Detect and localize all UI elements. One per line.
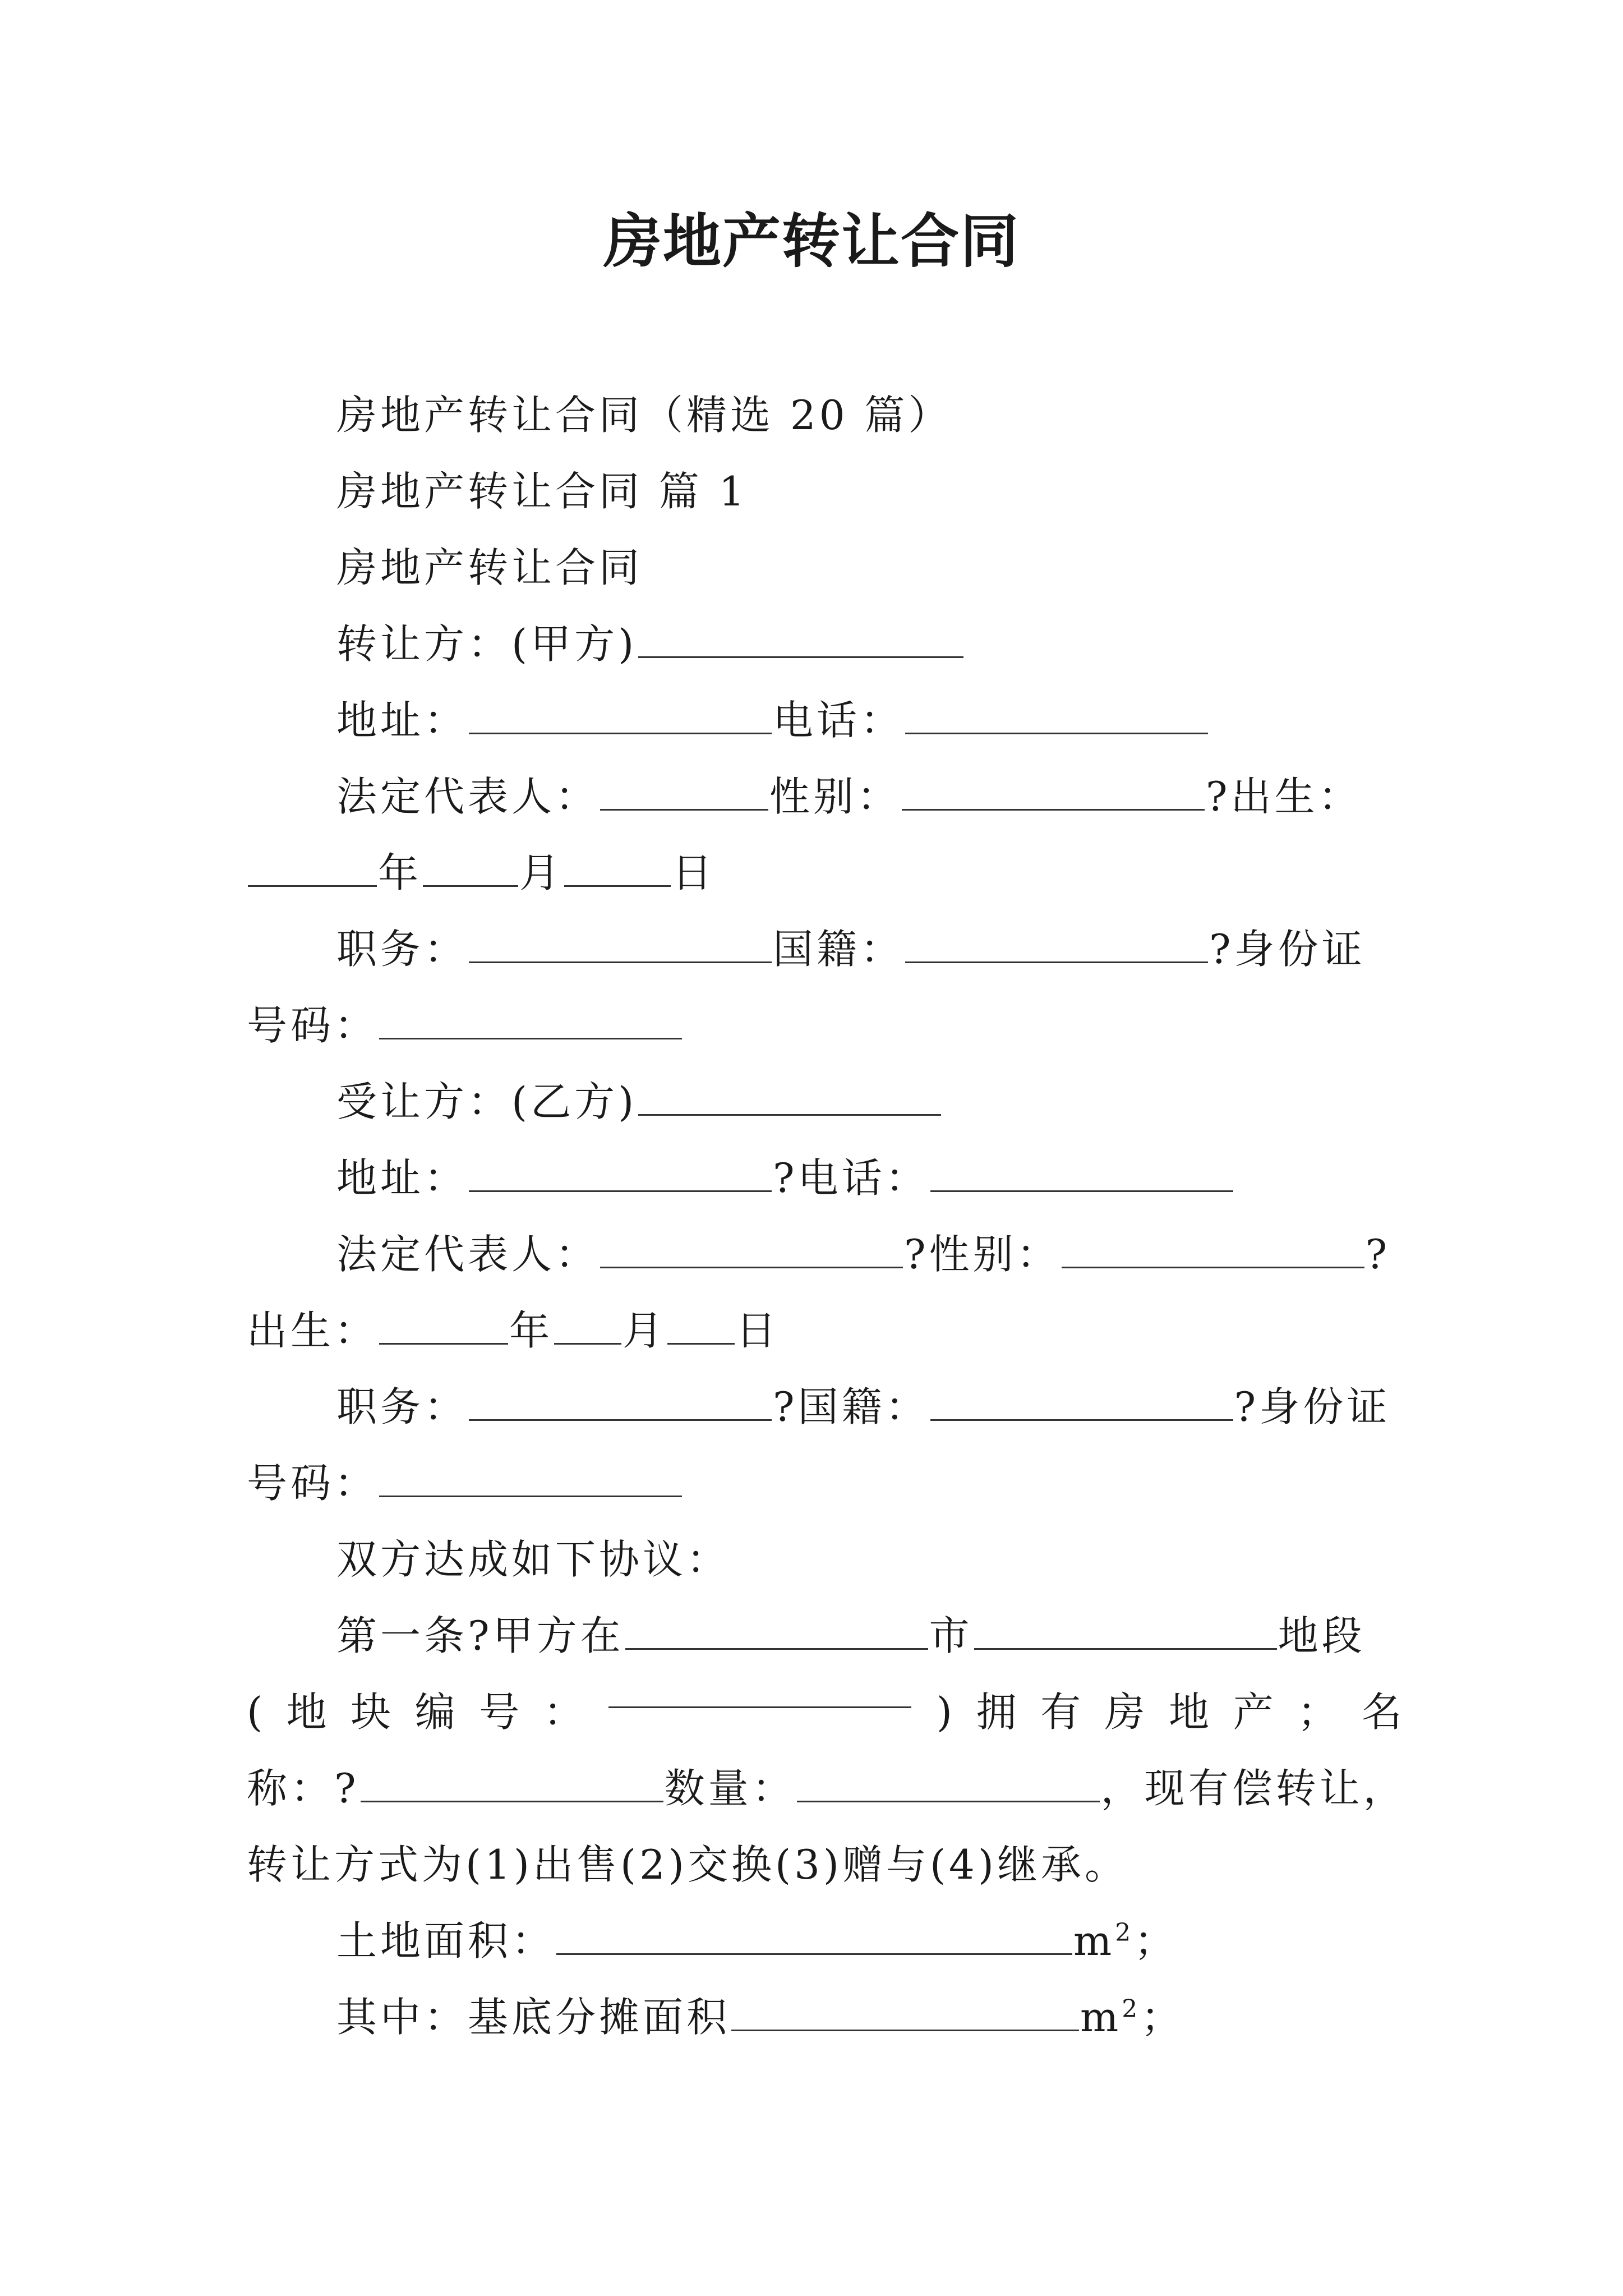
plot-char: 块	[351, 1688, 391, 1736]
plot-char: ：	[543, 1688, 584, 1736]
line-name-quantity	[247, 1750, 1407, 1826]
unit-m: m	[1073, 1917, 1115, 1964]
year-label: 年	[378, 849, 422, 896]
blank-field	[556, 1921, 1072, 1955]
city-label: 市	[929, 1612, 973, 1659]
month-label: 月	[519, 849, 564, 896]
unit-m: m	[1080, 1994, 1122, 2041]
line-transferee	[247, 1064, 1402, 1140]
nationality-label: 国籍：	[773, 926, 905, 973]
blank-field	[554, 1310, 621, 1345]
blank-field	[379, 1310, 508, 1345]
id-number-label: 号码：	[247, 1460, 379, 1507]
line-birth-date-a	[247, 835, 1402, 911]
blank-field	[608, 1674, 911, 1708]
semicolon: ；	[1134, 1917, 1178, 1964]
position-label: 职务：	[336, 926, 468, 973]
document-body	[247, 377, 1407, 2055]
nationality-label: ?国籍：	[773, 1383, 929, 1430]
legal-rep-label: 法定代表人：	[336, 773, 600, 820]
blank-field	[638, 624, 963, 658]
phone-label: 电话：	[773, 697, 905, 744]
legal-rep-label: 法定代表人：	[336, 1231, 600, 1278]
blank-field	[638, 1082, 941, 1116]
transferee-label: 受让方：(乙方)	[336, 1078, 638, 1125]
blank-field	[930, 1387, 1233, 1421]
line-section-heading: 房地产转让合同 篇 1	[336, 468, 748, 515]
day-label: 日	[736, 1307, 780, 1354]
base-area-label: 其中：基底分摊面积	[336, 1994, 731, 2041]
day-label: 日	[672, 849, 716, 896]
plot-char: 号	[479, 1688, 520, 1736]
line-plot-number	[247, 1674, 1402, 1750]
plot-char: 名	[1361, 1688, 1402, 1736]
plot-char: 房	[1104, 1688, 1145, 1736]
blank-field	[600, 776, 768, 811]
transferor-label: 转让方：(甲方)	[336, 620, 638, 668]
birth-label: ?出生：	[1206, 773, 1362, 820]
line-address-phone-b	[247, 1140, 1402, 1216]
line-id-number-b	[247, 1445, 1402, 1521]
paid-transfer-text: ，现有偿转让，	[1100, 1765, 1407, 1812]
line-transferor	[247, 606, 1402, 682]
semicolon: ；	[1141, 1994, 1185, 2041]
blank-field	[930, 1158, 1233, 1192]
line-agreement-intro: 双方达成如下协议：	[336, 1536, 731, 1583]
line-birth-date-b	[247, 1292, 1402, 1369]
plot-char: 编	[414, 1688, 455, 1736]
line-legal-rep-a	[247, 758, 1402, 835]
plot-char: 地	[286, 1688, 327, 1736]
blank-field	[469, 700, 772, 734]
blank-field	[600, 1234, 903, 1268]
blank-field	[469, 1158, 772, 1192]
blank-field	[248, 853, 377, 887]
month-label: 月	[623, 1307, 667, 1354]
quantity-label: 数量：	[664, 1765, 796, 1812]
blank-field	[902, 776, 1205, 811]
year-label: 年	[509, 1307, 554, 1354]
plot-char: (	[247, 1688, 263, 1736]
section-label: 地段	[1278, 1612, 1366, 1659]
line-id-number-a	[247, 987, 1402, 1064]
blank-field	[361, 1768, 663, 1802]
phone-label: ?电话：	[773, 1154, 929, 1202]
line-transfer-method: 转让方式为(1)出售(2)交换(3)赠与(4)继承。	[247, 1841, 1128, 1888]
line-position-a	[247, 911, 1402, 987]
plot-char: ；	[1297, 1688, 1338, 1736]
plot-char: 拥	[976, 1688, 1017, 1736]
blank-field	[797, 1768, 1100, 1802]
article-one-label: 第一条?甲方在	[336, 1612, 624, 1659]
birth-label: 出生：	[247, 1307, 379, 1354]
gender-label: ?性别：	[904, 1231, 1061, 1278]
blank-field	[469, 929, 772, 963]
blank-field	[731, 1997, 1079, 2031]
gender-label: 性别：	[769, 773, 901, 820]
id-label: ?身份证	[1209, 926, 1366, 973]
line-contract-name: 房地产转让合同	[336, 544, 643, 591]
line-position-b	[247, 1369, 1402, 1445]
line-address-phone-a	[247, 682, 1402, 758]
line-land-area	[247, 1903, 1402, 1979]
question-mark: ?	[1365, 1231, 1391, 1278]
blank-field	[667, 1310, 735, 1345]
blank-field	[423, 853, 518, 887]
line-legal-rep-b	[247, 1216, 1402, 1292]
plot-char: 地	[1169, 1688, 1210, 1736]
plot-char: 产	[1233, 1688, 1274, 1736]
line-subtitle: 房地产转让合同（精选 20 篇）	[336, 392, 952, 439]
plot-char: 有	[1040, 1688, 1081, 1736]
blank-field	[905, 929, 1208, 963]
address-label: 地址：	[336, 697, 468, 744]
document-title: 房地产转让合同	[603, 207, 1020, 275]
blank-field	[625, 1616, 928, 1650]
blank-field	[469, 1387, 772, 1421]
position-label: 职务：	[336, 1383, 468, 1430]
name-label: 称：?	[247, 1765, 359, 1812]
blank-field	[1062, 1234, 1364, 1268]
blank-field	[905, 700, 1208, 734]
blank-field	[379, 1463, 682, 1497]
unit-exponent: 2	[1122, 1995, 1141, 2023]
blank-field	[974, 1616, 1277, 1650]
plot-char: )	[936, 1688, 952, 1736]
line-base-area	[247, 1979, 1402, 2055]
id-label: ?身份证	[1234, 1383, 1391, 1430]
unit-exponent: 2	[1115, 1918, 1135, 1947]
blank-field	[379, 1005, 682, 1039]
land-area-label: 土地面积：	[336, 1917, 556, 1964]
blank-field	[564, 853, 671, 887]
line-article-one	[247, 1598, 1402, 1674]
id-number-label: 号码：	[247, 1002, 379, 1049]
address-label: 地址：	[336, 1154, 468, 1202]
